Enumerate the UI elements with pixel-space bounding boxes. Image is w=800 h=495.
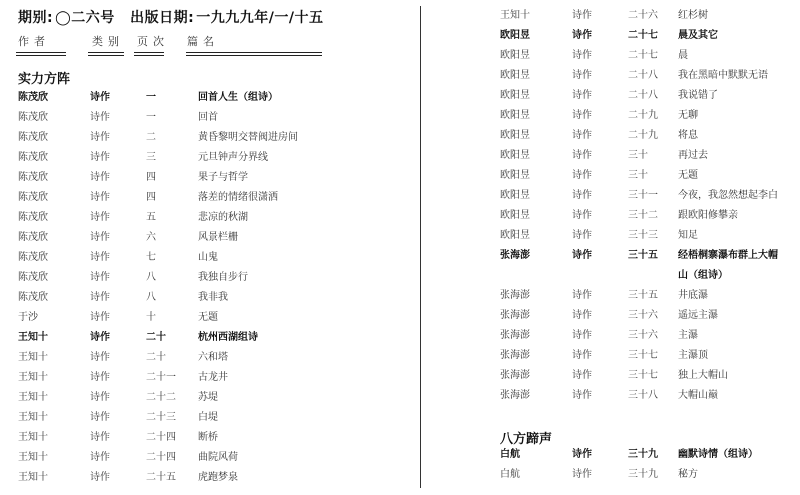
entry-title: 晨及其它 xyxy=(678,30,718,41)
entry-page: 三十三 xyxy=(628,230,658,241)
entry-page: 六 xyxy=(146,232,156,243)
col-title-header: 篇名 xyxy=(187,35,219,48)
entry-category: 诗作 xyxy=(572,350,592,361)
entry-category: 诗作 xyxy=(572,370,592,381)
entry-category: 诗作 xyxy=(90,392,110,403)
entry-title: 将息 xyxy=(678,130,698,141)
entry-title: 无聊 xyxy=(678,110,698,121)
entry-title: 风景栏栅 xyxy=(198,232,238,243)
entry-title: 我说错了 xyxy=(678,90,718,101)
entry-page: 二十三 xyxy=(146,412,176,423)
entry-title: 落差的情绪很潇洒 xyxy=(198,192,278,203)
entry-category: 诗作 xyxy=(90,112,110,123)
entry-page: 二十五 xyxy=(146,472,176,483)
entry-category: 诗作 xyxy=(572,449,592,460)
entry-author: 陈茂欣 xyxy=(18,272,48,283)
entry-title: 山（组诗） xyxy=(678,270,728,281)
entry-title: 大帽山巅 xyxy=(678,390,718,401)
entry-author: 王知十 xyxy=(18,472,48,483)
entry-category: 诗作 xyxy=(572,330,592,341)
entry-category: 诗作 xyxy=(572,250,592,261)
entry-title: 虎跑梦泉 xyxy=(198,472,238,483)
entry-author: 张海澎 xyxy=(500,390,530,401)
entry-title: 红杉树 xyxy=(678,10,708,21)
entry-category: 诗作 xyxy=(572,110,592,121)
entry-title: 独上大帽山 xyxy=(678,370,728,381)
entry-author: 王知十 xyxy=(500,10,530,21)
entry-category: 诗作 xyxy=(572,30,592,41)
entry-page: 二十二 xyxy=(146,392,176,403)
entry-author: 欧阳昱 xyxy=(500,130,530,141)
entry-author: 陈茂欣 xyxy=(18,132,48,143)
entry-title: 遥远主瀑 xyxy=(678,310,718,321)
entry-title: 幽默诗情（组诗） xyxy=(678,449,758,460)
entry-category: 诗作 xyxy=(572,310,592,321)
section-title-left: 实力方阵 xyxy=(18,72,71,87)
entry-page: 二十六 xyxy=(628,10,658,21)
entry-category: 诗作 xyxy=(572,210,592,221)
entry-page: 五 xyxy=(146,212,156,223)
entry-page: 三十七 xyxy=(628,370,658,381)
entry-author: 于沙 xyxy=(18,312,38,323)
entry-title: 回首人生（组诗） xyxy=(198,92,278,103)
entry-author: 张海澎 xyxy=(500,370,530,381)
entry-page: 三十九 xyxy=(628,449,658,460)
entry-author: 白航 xyxy=(500,449,520,460)
entry-category: 诗作 xyxy=(572,190,592,201)
entry-page: 二十七 xyxy=(628,30,658,41)
date-value: 一九九九年/一/十五 xyxy=(196,10,324,26)
entry-page: 七 xyxy=(146,252,156,263)
entry-page: 三十六 xyxy=(628,330,658,341)
entry-category: 诗作 xyxy=(90,272,110,283)
entry-title: 山鬼 xyxy=(198,252,218,263)
entry-author: 欧阳昱 xyxy=(500,110,530,121)
entry-category: 诗作 xyxy=(572,70,592,81)
entry-category: 诗作 xyxy=(572,150,592,161)
entry-category: 诗作 xyxy=(90,212,110,223)
entry-title: 苏堤 xyxy=(198,392,218,403)
entry-page: 八 xyxy=(146,292,156,303)
entry-author: 陈茂欣 xyxy=(18,152,48,163)
entry-page: 三 xyxy=(146,152,156,163)
entry-category: 诗作 xyxy=(90,372,110,383)
entry-page: 二十八 xyxy=(628,70,658,81)
entry-page: 三十 xyxy=(628,150,648,161)
entry-author: 欧阳昱 xyxy=(500,90,530,101)
entry-title: 我在黑暗中默默无语 xyxy=(678,70,768,81)
entry-author: 张海澎 xyxy=(500,350,530,361)
issue-header xyxy=(18,7,334,27)
section-title-right: 八方蹄声 xyxy=(500,432,553,447)
col-author-header: 作者 xyxy=(18,35,50,48)
entry-author: 陈茂欣 xyxy=(18,212,48,223)
entry-page: 二十七 xyxy=(628,50,658,61)
entry-author: 欧阳昱 xyxy=(500,150,530,161)
entry-title: 白堤 xyxy=(198,412,218,423)
entry-category: 诗作 xyxy=(90,292,110,303)
entry-page: 一 xyxy=(146,92,156,103)
col-category-header: 类别 xyxy=(92,35,124,48)
entry-author: 欧阳昱 xyxy=(500,50,530,61)
entry-title: 经梧桐寨瀑布群上大帽 xyxy=(678,250,778,261)
entry-author: 欧阳昱 xyxy=(500,30,530,41)
entry-title: 今夜，我忽然想起李白 xyxy=(678,190,778,201)
date-label: 出版日期: xyxy=(130,10,195,26)
entry-category: 诗作 xyxy=(572,90,592,101)
entry-title: 跟欧阳修攀亲 xyxy=(678,210,738,221)
entry-author: 王知十 xyxy=(18,332,48,343)
entry-author: 陈茂欣 xyxy=(18,292,48,303)
header-rule-author xyxy=(16,52,66,56)
entry-page: 二十四 xyxy=(146,452,176,463)
entry-category: 诗作 xyxy=(90,172,110,183)
entry-page: 四 xyxy=(146,172,156,183)
entry-title: 无题 xyxy=(678,170,698,181)
entry-author: 欧阳昱 xyxy=(500,190,530,201)
entry-author: 王知十 xyxy=(18,452,48,463)
entry-category: 诗作 xyxy=(90,232,110,243)
entry-author: 白航 xyxy=(500,469,520,480)
entry-page: 二十一 xyxy=(146,372,176,383)
entry-category: 诗作 xyxy=(572,230,592,241)
entry-author: 陈茂欣 xyxy=(18,192,48,203)
entry-page: 三十一 xyxy=(628,190,658,201)
entry-category: 诗作 xyxy=(572,390,592,401)
entry-title: 无题 xyxy=(198,312,218,323)
entry-category: 诗作 xyxy=(572,10,592,21)
entry-category: 诗作 xyxy=(572,469,592,480)
entry-author: 欧阳昱 xyxy=(500,230,530,241)
entry-page: 一 xyxy=(146,112,156,123)
entry-category: 诗作 xyxy=(90,132,110,143)
entry-title: 曲院风荷 xyxy=(198,452,238,463)
entry-page: 三十六 xyxy=(628,310,658,321)
entry-title: 晨 xyxy=(678,50,688,61)
entry-category: 诗作 xyxy=(90,252,110,263)
entry-page: 二十九 xyxy=(628,130,658,141)
entry-category: 诗作 xyxy=(572,170,592,181)
entry-page: 三十五 xyxy=(628,290,658,301)
entry-title: 我独自步行 xyxy=(198,272,248,283)
col-page-header: 页次 xyxy=(137,35,169,48)
entry-page: 二十九 xyxy=(628,110,658,121)
entry-title: 断桥 xyxy=(198,432,218,443)
entry-page: 二 xyxy=(146,132,156,143)
entry-author: 陈茂欣 xyxy=(18,232,48,243)
entry-page: 四 xyxy=(146,192,156,203)
entry-page: 二十 xyxy=(146,352,166,363)
entry-page: 八 xyxy=(146,272,156,283)
entry-category: 诗作 xyxy=(90,332,110,343)
entry-page: 三十八 xyxy=(628,390,658,401)
entry-author: 王知十 xyxy=(18,352,48,363)
entry-author: 陈茂欣 xyxy=(18,92,48,103)
entry-page: 三十九 xyxy=(628,469,658,480)
entry-title: 回首 xyxy=(198,112,218,123)
entry-title: 主瀑 xyxy=(678,330,698,341)
issue-label: 期别: xyxy=(18,10,54,26)
entry-author: 张海澎 xyxy=(500,290,530,301)
entry-author: 陈茂欣 xyxy=(18,172,48,183)
entry-page: 二十八 xyxy=(628,90,658,101)
entry-author: 欧阳昱 xyxy=(500,70,530,81)
entry-title: 果子与哲学 xyxy=(198,172,248,183)
entry-category: 诗作 xyxy=(90,472,110,483)
entry-category: 诗作 xyxy=(90,432,110,443)
entry-category: 诗作 xyxy=(90,352,110,363)
entry-title: 再过去 xyxy=(678,150,708,161)
entry-page: 十 xyxy=(146,312,156,323)
entry-title: 黄昏黎明交替阀进房间 xyxy=(198,132,298,143)
entry-page: 三十 xyxy=(628,170,648,181)
entry-category: 诗作 xyxy=(572,290,592,301)
entry-title: 杭州西湖组诗 xyxy=(198,332,258,343)
entry-category: 诗作 xyxy=(90,452,110,463)
header-rule-page xyxy=(134,52,164,56)
entry-author: 欧阳昱 xyxy=(500,170,530,181)
header-rule-title xyxy=(186,52,322,56)
entry-author: 张海澎 xyxy=(500,250,530,261)
entry-page: 二十四 xyxy=(146,432,176,443)
entry-author: 陈茂欣 xyxy=(18,112,48,123)
entry-page: 三十五 xyxy=(628,250,658,261)
entry-category: 诗作 xyxy=(90,312,110,323)
entry-author: 王知十 xyxy=(18,432,48,443)
column-divider xyxy=(420,6,421,488)
entry-title: 悲凉的秋湖 xyxy=(198,212,248,223)
entry-author: 王知十 xyxy=(18,412,48,423)
entry-title: 知足 xyxy=(678,230,698,241)
entry-author: 王知十 xyxy=(18,392,48,403)
entry-category: 诗作 xyxy=(572,130,592,141)
header-rule-category xyxy=(88,52,124,56)
entry-page: 三十二 xyxy=(628,210,658,221)
entry-title: 我非我 xyxy=(198,292,228,303)
entry-title: 六和塔 xyxy=(198,352,228,363)
entry-author: 陈茂欣 xyxy=(18,252,48,263)
entry-category: 诗作 xyxy=(90,412,110,423)
entry-category: 诗作 xyxy=(90,152,110,163)
entry-page: 三十七 xyxy=(628,350,658,361)
entry-title: 元旦钟声分界线 xyxy=(198,152,268,163)
entry-category: 诗作 xyxy=(90,192,110,203)
entry-category: 诗作 xyxy=(572,50,592,61)
entry-author: 张海澎 xyxy=(500,330,530,341)
entry-author: 欧阳昱 xyxy=(500,210,530,221)
entry-author: 张海澎 xyxy=(500,310,530,321)
entry-title: 秘方 xyxy=(678,469,698,480)
entry-author: 王知十 xyxy=(18,372,48,383)
entry-title: 古龙井 xyxy=(198,372,228,383)
entry-category: 诗作 xyxy=(90,92,110,103)
entry-page: 二十 xyxy=(146,332,166,343)
issue-value: ◯二六号 xyxy=(55,10,115,26)
entry-title: 主瀑顶 xyxy=(678,350,708,361)
entry-title: 井底瀑 xyxy=(678,290,708,301)
